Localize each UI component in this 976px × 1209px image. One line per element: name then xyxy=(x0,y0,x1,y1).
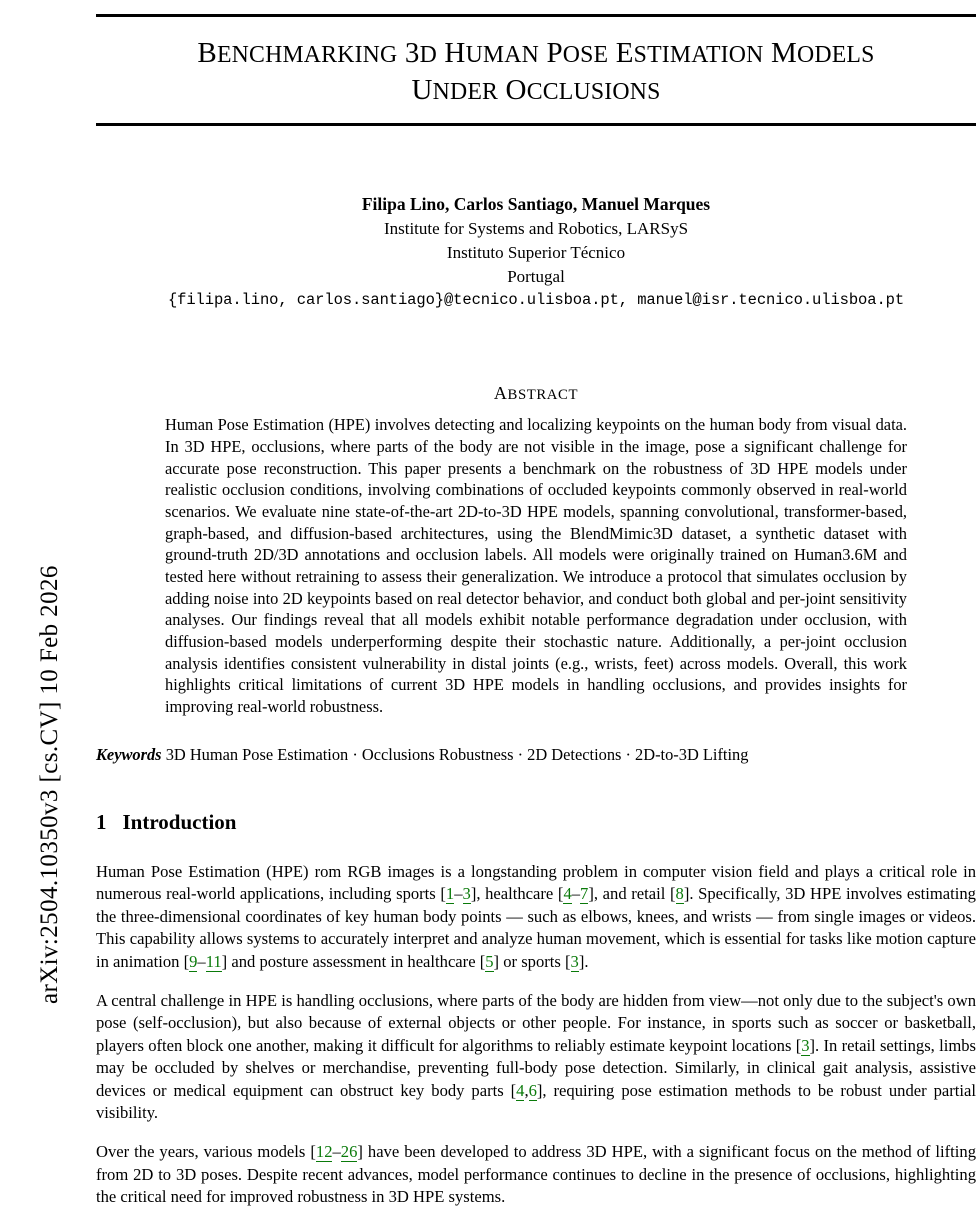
arxiv-stamp-text: arXiv:2504.10350v3 [cs.CV] 10 Feb 2026 xyxy=(36,565,63,1004)
paragraph-3: Over the years, various models [12–26] have been developed to address 3D HPE, with a significant focus on the method of lifting from 2D to 3D poses. Despite recent advances, model performance continues to decline in the presence of occlusions, highlighting the critical need for improved robustness in 3D HPE systems. xyxy=(96,1141,976,1207)
citation-link[interactable]: 3 xyxy=(462,884,471,904)
citation-link[interactable]: 1 xyxy=(445,884,455,904)
citation-link[interactable]: 12 xyxy=(315,1141,333,1161)
keywords-text: 3D Human Pose Estimation · Occlusions Robustness · 2D Detections · 2D-to-3D Lifting xyxy=(165,744,749,764)
title-rule-bottom xyxy=(96,123,976,126)
keywords-line xyxy=(96,744,976,766)
page-title-line1: BENCHMARKING 3D HUMAN POSE ESTIMATION MODELS xyxy=(197,37,875,69)
section-title: Introduction xyxy=(122,809,237,834)
abstract-text: Human Pose Estimation (HPE) involves detecting and localizing keypoints on the human body from visual data. In 3D HPE, occlusions, where parts of the body are not visible in the image, pose a significant challenge for accurate pose reconstruction. This paper presents a benchmark on the robustness of 3D HPE models under realistic occlusion conditions, involving combinations of occluded keypoints commonly observed in real-world scenarios. We evaluate nine state-of-the-art 2D-to-3D HPE models, spanning convolutional, transformer-based, graph-based, and diffusion-based architectures, using the BlendMimic3D dataset, a synthetic dataset with ground-truth 2D/3D annotations and occlusion labels. All models were originally trained on Human3.6M and tested here without retraining to assess their generalization. We introduce a protocol that simulates occlusion by adding noise into 2D keypoints based on real detector behavior, and conduct both global and per-joint sensitivity analyses. Our findings reveal that all models exhibit notable performance degradation under occlusion, with diffusion-based models underperforming despite their stochastic nature. Additionally, a per-joint occlusion analysis identifies consistent vulnerability in distal joints (e.g., wrists, feet) across models. Overall, this work highlights critical limitations of current 3D HPE models in handling occlusions, and provides insights for improving real-world robustness. xyxy=(165,415,907,716)
citation-link[interactable]: 7 xyxy=(580,884,589,904)
citation-link[interactable]: 4 xyxy=(516,1080,525,1100)
citation-link[interactable]: 26 xyxy=(340,1141,358,1161)
page-title xyxy=(96,35,976,109)
paragraph-2: A central challenge in HPE is handling occlusions, where parts of the body are hidden from view—not only due to the subject's own pose (self-occlusion), but also because of external objects or other people. For instance, in sports such as soccer or basketball, players often block one another, making it difficult for algorithms to reliably estimate keypoint locations [3]. In retail settings, limbs may be occluded by shelves or merchandise, preventing full-body pose detection. Similarly, in clinical gait analysis, assistive devices or medical equipment can obstruct key body parts [4,6], requiring pose estimation methods to be robust under partial visibility. xyxy=(96,990,976,1123)
citation-link[interactable]: 11 xyxy=(205,952,222,972)
page-title-line2: UNDER OCCLUSIONS xyxy=(411,74,661,107)
citation-link[interactable]: 3 xyxy=(570,952,579,972)
paragraph-1: Human Pose Estimation (HPE) rom RGB images is a longstanding problem in computer vision field and plays a critical role in numerous real-world applications, including sports [1–3], healthcare [4–7], and retail [8]. Specifically, 3D HPE involves estimating the three-dimensional coordinates of key human body points — such as elbows, knees, and wrists — from single images or videos. This capability allows systems to accurately interpret and analyze human movement, which is essential for tasks like motion capture in animation [9–11] and posture assessment in healthcare [5] or sports [3]. xyxy=(96,861,976,972)
abstract-heading: ABSTRACT xyxy=(493,383,579,404)
citation-link[interactable]: 5 xyxy=(485,952,494,972)
author-names: Filipa Lino, Carlos Santiago, Manuel Marques xyxy=(361,194,711,215)
citation-link[interactable]: 3 xyxy=(801,1035,810,1055)
citation-link[interactable]: 4 xyxy=(563,884,572,904)
arxiv-stamp xyxy=(0,0,96,1200)
title-rule-top xyxy=(96,14,976,17)
author-block xyxy=(96,192,976,311)
author-emails: {filipa.lino, carlos.santiago}@tecnico.ulisboa.pt, manuel@isr.tecnico.ulisboa.pt xyxy=(167,291,905,310)
author-affiliation-2: Instituto Superior Técnico xyxy=(446,243,626,263)
keywords-label: Keywords xyxy=(96,744,162,764)
author-country: Portugal xyxy=(507,267,565,287)
paper-page xyxy=(96,0,976,1207)
section-number: 1 xyxy=(96,809,107,834)
section-heading-introduction xyxy=(96,810,976,835)
citation-link[interactable]: 8 xyxy=(675,884,684,904)
author-affiliation-1: Institute for Systems and Robotics, LARSyS xyxy=(383,219,689,239)
citation-link[interactable]: 6 xyxy=(528,1080,537,1100)
citation-link[interactable]: 9 xyxy=(189,952,198,972)
